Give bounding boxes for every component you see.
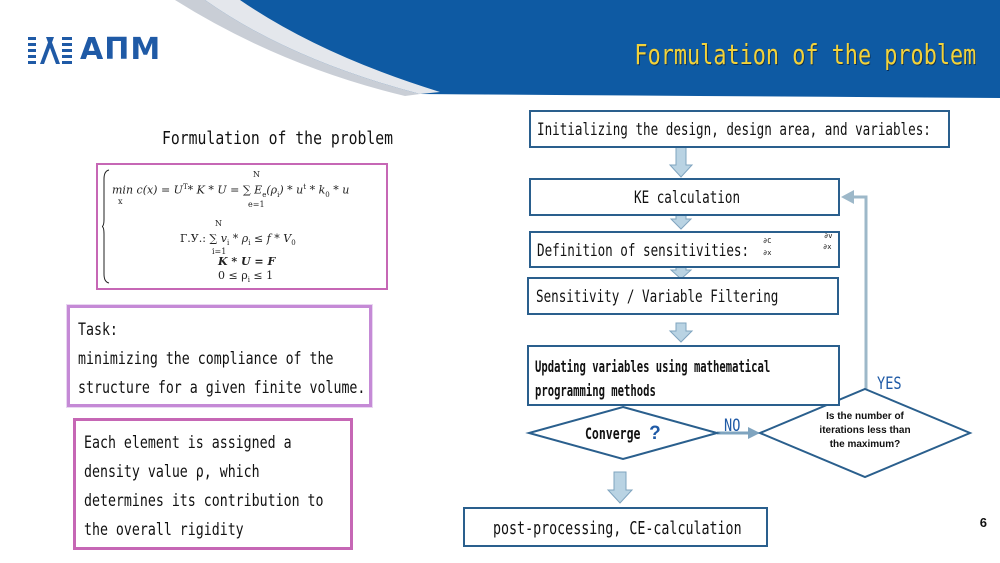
formula-constraint-expr: v	[220, 232, 228, 245]
ke-text: KE calculation	[634, 188, 741, 208]
formula-objective-lhs: min c(x) = U	[112, 183, 183, 197]
converge-question: ?	[649, 423, 661, 444]
element-line-1: Each element is assigned a	[84, 433, 292, 453]
formula-sum-bottom: e=1	[248, 200, 265, 209]
slide-title: Formulation of the problem	[634, 38, 976, 71]
sens-mini2-num: ∂v	[824, 232, 833, 240]
arrow-filter-to-update-icon	[670, 323, 692, 342]
update-line-2: programming methods	[535, 381, 656, 400]
init-text: Initializing the design, design area, and variables:	[537, 120, 931, 140]
formula-objective-rhs: * K * U = ∑ E	[187, 183, 263, 197]
sens-mini1-den: ∂x	[763, 249, 772, 257]
iter-line-1: Is the number of	[826, 411, 904, 422]
element-line-2: density value ρ, which	[84, 462, 260, 482]
logo-text: АПМ	[80, 32, 162, 67]
ke-calculation-box	[529, 178, 840, 216]
formula-sup-T: T	[182, 183, 188, 191]
converge-label	[585, 423, 661, 445]
sens-text: Definition of sensitivities:	[537, 241, 750, 261]
element-line-3: determines its contribution to	[84, 491, 324, 511]
formula-constraint-sub0: 0	[291, 239, 296, 248]
init-box	[529, 110, 950, 148]
element-line-4: the overall rigidity	[84, 520, 244, 540]
iter-line-2: iterations less than	[819, 425, 911, 436]
formula-constraint-label: Г.У.:	[180, 232, 206, 245]
formula-min-sub: x	[118, 197, 123, 206]
formulation-heading: Formulation of the problem	[162, 128, 394, 149]
formula-box: $\min c(x) = U^T*$ K * U = ∑ $E_e(\rho_i) * u^t * k_0$ * u x N e=1 Г.У.: ∑ $v_i * \rho_i \le f * V_0$ N i=1 K * U = F $0 \le \rho_i \le 1$	[96, 163, 388, 290]
sensitivities-box	[529, 231, 840, 268]
formula-constraint-sum-bottom: i=1	[212, 247, 227, 256]
update-line-1: Updating variables using mathematical	[535, 357, 771, 376]
update-variables-box	[527, 345, 840, 406]
formula-objective-tail4: * u	[329, 183, 350, 197]
iterations-question	[800, 410, 930, 452]
formula-sum-top: N	[253, 170, 260, 179]
sens-mini2-den: ∂x	[823, 243, 832, 251]
formula-objective-tail: (ρ	[266, 183, 278, 197]
formula-objective-tail2: ) * u	[279, 183, 304, 197]
converge-text: Converge	[585, 424, 641, 443]
task-line-2: minimizing the compliance of the	[78, 349, 334, 369]
formula-sup-t: t	[303, 183, 307, 191]
arrow-ke-to-sens-icon	[671, 214, 691, 229]
formula-constraint-expr2: * ρ	[229, 232, 249, 245]
arrow-init-to-ke-icon	[670, 147, 692, 177]
formula-sub-i: i	[277, 190, 280, 199]
formula-bounds: 0 ≤ ρ	[218, 269, 248, 282]
formula-sub-0: 0	[325, 190, 330, 199]
task-line-3: structure for a given finite volume.	[78, 378, 366, 398]
post-processing-box	[463, 507, 768, 547]
iter-line-3: the maximum?	[829, 439, 901, 450]
formula-equilibrium: K * U = F	[218, 255, 276, 268]
filtering-box	[527, 277, 839, 315]
page-number: 6	[979, 515, 987, 530]
no-label: NO	[724, 416, 741, 436]
formula-objective-tail3: * k	[306, 183, 326, 197]
sens-mini1-num: ∂C	[763, 237, 772, 245]
formula-constraint-sum-top: N	[215, 219, 222, 228]
formula-sub-e: e	[262, 190, 267, 199]
yes-label: YES	[877, 374, 902, 394]
filter-text: Sensitivity / Variable Filtering	[536, 287, 779, 307]
formula-constraint-expr3: ≤ f * V	[250, 232, 292, 245]
task-line-1: Task:	[78, 320, 118, 340]
arrow-converge-to-post-icon	[608, 472, 632, 503]
formula-bounds-tail: ≤ 1	[249, 269, 274, 282]
post-text: post-processing, CE-calculation	[493, 518, 742, 539]
arrow-yes-loop-icon	[841, 190, 854, 204]
